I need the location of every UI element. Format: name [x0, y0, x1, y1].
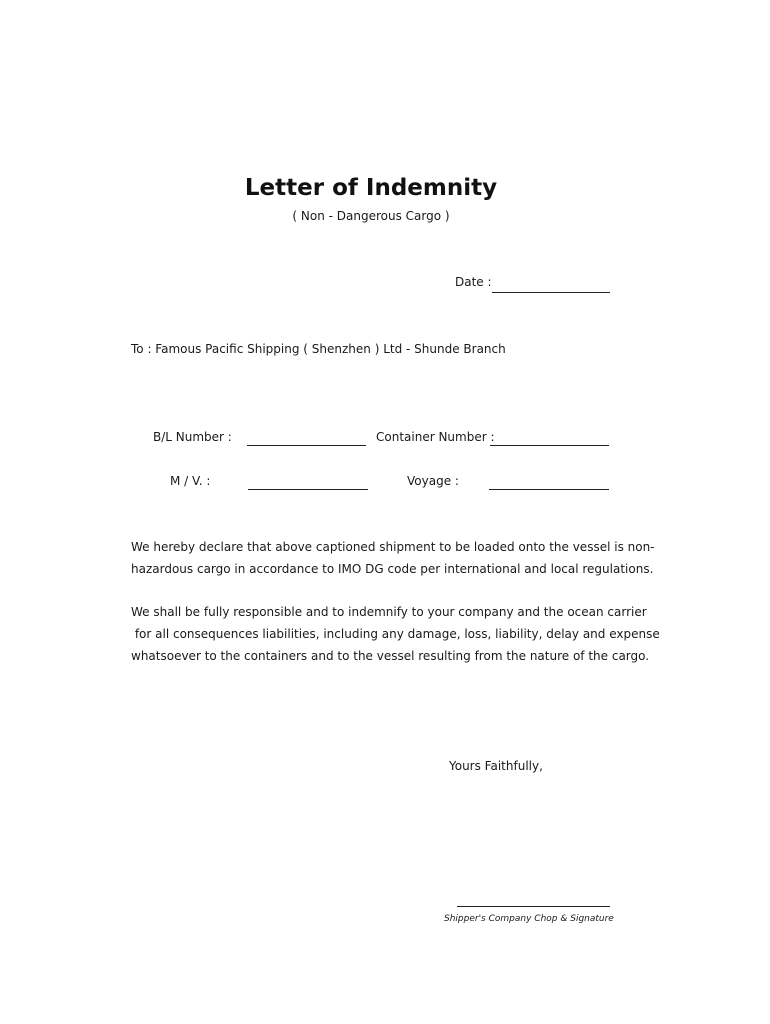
mv-label: M / V. : [170, 474, 211, 488]
closing-text: Yours Faithfully, [449, 759, 543, 773]
responsibility-line: for all consequences liabilities, including any damage, loss, liability, delay and expense [131, 627, 660, 641]
voyage-field-line[interactable] [489, 489, 609, 490]
voyage-label: Voyage : [407, 474, 459, 488]
signature-line[interactable] [457, 906, 610, 907]
declaration-line: We hereby declare that above captioned shipment to be loaded onto the vessel is non- [131, 540, 655, 554]
mv-field-line[interactable] [248, 489, 368, 490]
declaration-line: hazardous cargo in accordance to IMO DG code per international and local regulations. [131, 562, 654, 576]
bl-number-field-line[interactable] [247, 445, 366, 446]
date-label: Date : [455, 275, 492, 289]
responsibility-line: We shall be fully responsible and to indemnify to your company and the ocean carrier [131, 605, 647, 619]
container-number-field-line[interactable] [490, 445, 609, 446]
recipient-line: To : Famous Pacific Shipping ( Shenzhen ) Ltd - Shunde Branch [131, 342, 506, 356]
responsibility-paragraph [131, 601, 660, 667]
document-subtitle: ( Non - Dangerous Cargo ) [292, 209, 450, 223]
bl-number-label: B/L Number : [153, 430, 232, 444]
date-field-line[interactable] [492, 292, 610, 293]
document-title: Letter of Indemnity [244, 175, 498, 201]
container-number-label: Container Number : [376, 430, 495, 444]
declaration-paragraph [131, 536, 655, 580]
responsibility-line: whatsoever to the containers and to the vessel resulting from the nature of the cargo. [131, 649, 650, 663]
signature-caption: Shipper's Company Chop & Signature [444, 914, 614, 924]
